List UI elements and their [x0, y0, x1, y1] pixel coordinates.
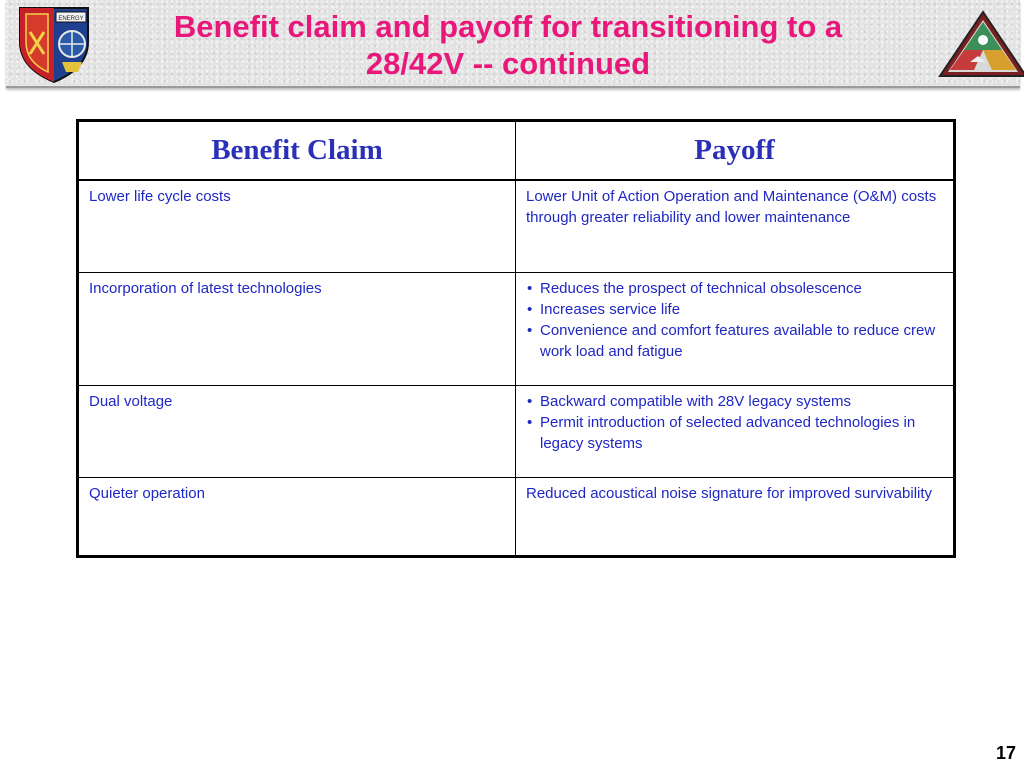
- army-emblem-logo: [12, 2, 96, 86]
- payoff-bullet: • Reduces the prospect of technical obsolescence: [526, 278, 943, 299]
- table-row: [78, 180, 955, 273]
- table-row: [78, 478, 955, 557]
- page-number: 17: [995, 743, 1016, 763]
- slide-title-line1: Benefit claim and payoff for transitioning to a: [173, 9, 843, 44]
- benefit-payoff-table-container: [76, 119, 956, 558]
- table-row: [78, 386, 955, 478]
- column-header-benefit-claim: Benefit Claim: [78, 121, 516, 181]
- payoff-cell: Reduced acoustical noise signature for improved survivability: [516, 478, 955, 557]
- emblem-banner-text: ENERGY: [58, 16, 84, 22]
- payoff-bullet-list: [526, 278, 943, 362]
- benefit-claim-cell: Incorporation of latest technologies: [78, 273, 516, 386]
- payoff-bullet: • Convenience and comfort features available to reduce crew work load and fatigue: [526, 320, 943, 362]
- triangle-emblem-logo: [938, 10, 1024, 78]
- slide-title: [106, 8, 910, 82]
- payoff-bullet: • Backward compatible with 28V legacy systems: [526, 391, 943, 412]
- slide-title-line2: 28/42V -- continued: [365, 46, 651, 81]
- payoff-bullet: • Increases service life: [526, 299, 943, 320]
- benefit-payoff-table: [76, 119, 956, 558]
- payoff-cell: Lower Unit of Action Operation and Maintenance (O&M) costs through greater reliability and lower maintenance: [516, 180, 955, 273]
- payoff-cell: [516, 273, 955, 386]
- benefit-claim-cell: Dual voltage: [78, 386, 516, 478]
- payoff-cell: [516, 386, 955, 478]
- payoff-bullet: • Permit introduction of selected advanced technologies in legacy systems: [526, 412, 943, 454]
- table-row: [78, 273, 955, 386]
- slide-header: [6, 0, 1020, 88]
- benefit-claim-cell: Quieter operation: [78, 478, 516, 557]
- table-header-row: [78, 121, 955, 181]
- benefit-claim-cell: Lower life cycle costs: [78, 180, 516, 273]
- column-header-payoff: Payoff: [516, 121, 955, 181]
- payoff-bullet-list: [526, 391, 943, 454]
